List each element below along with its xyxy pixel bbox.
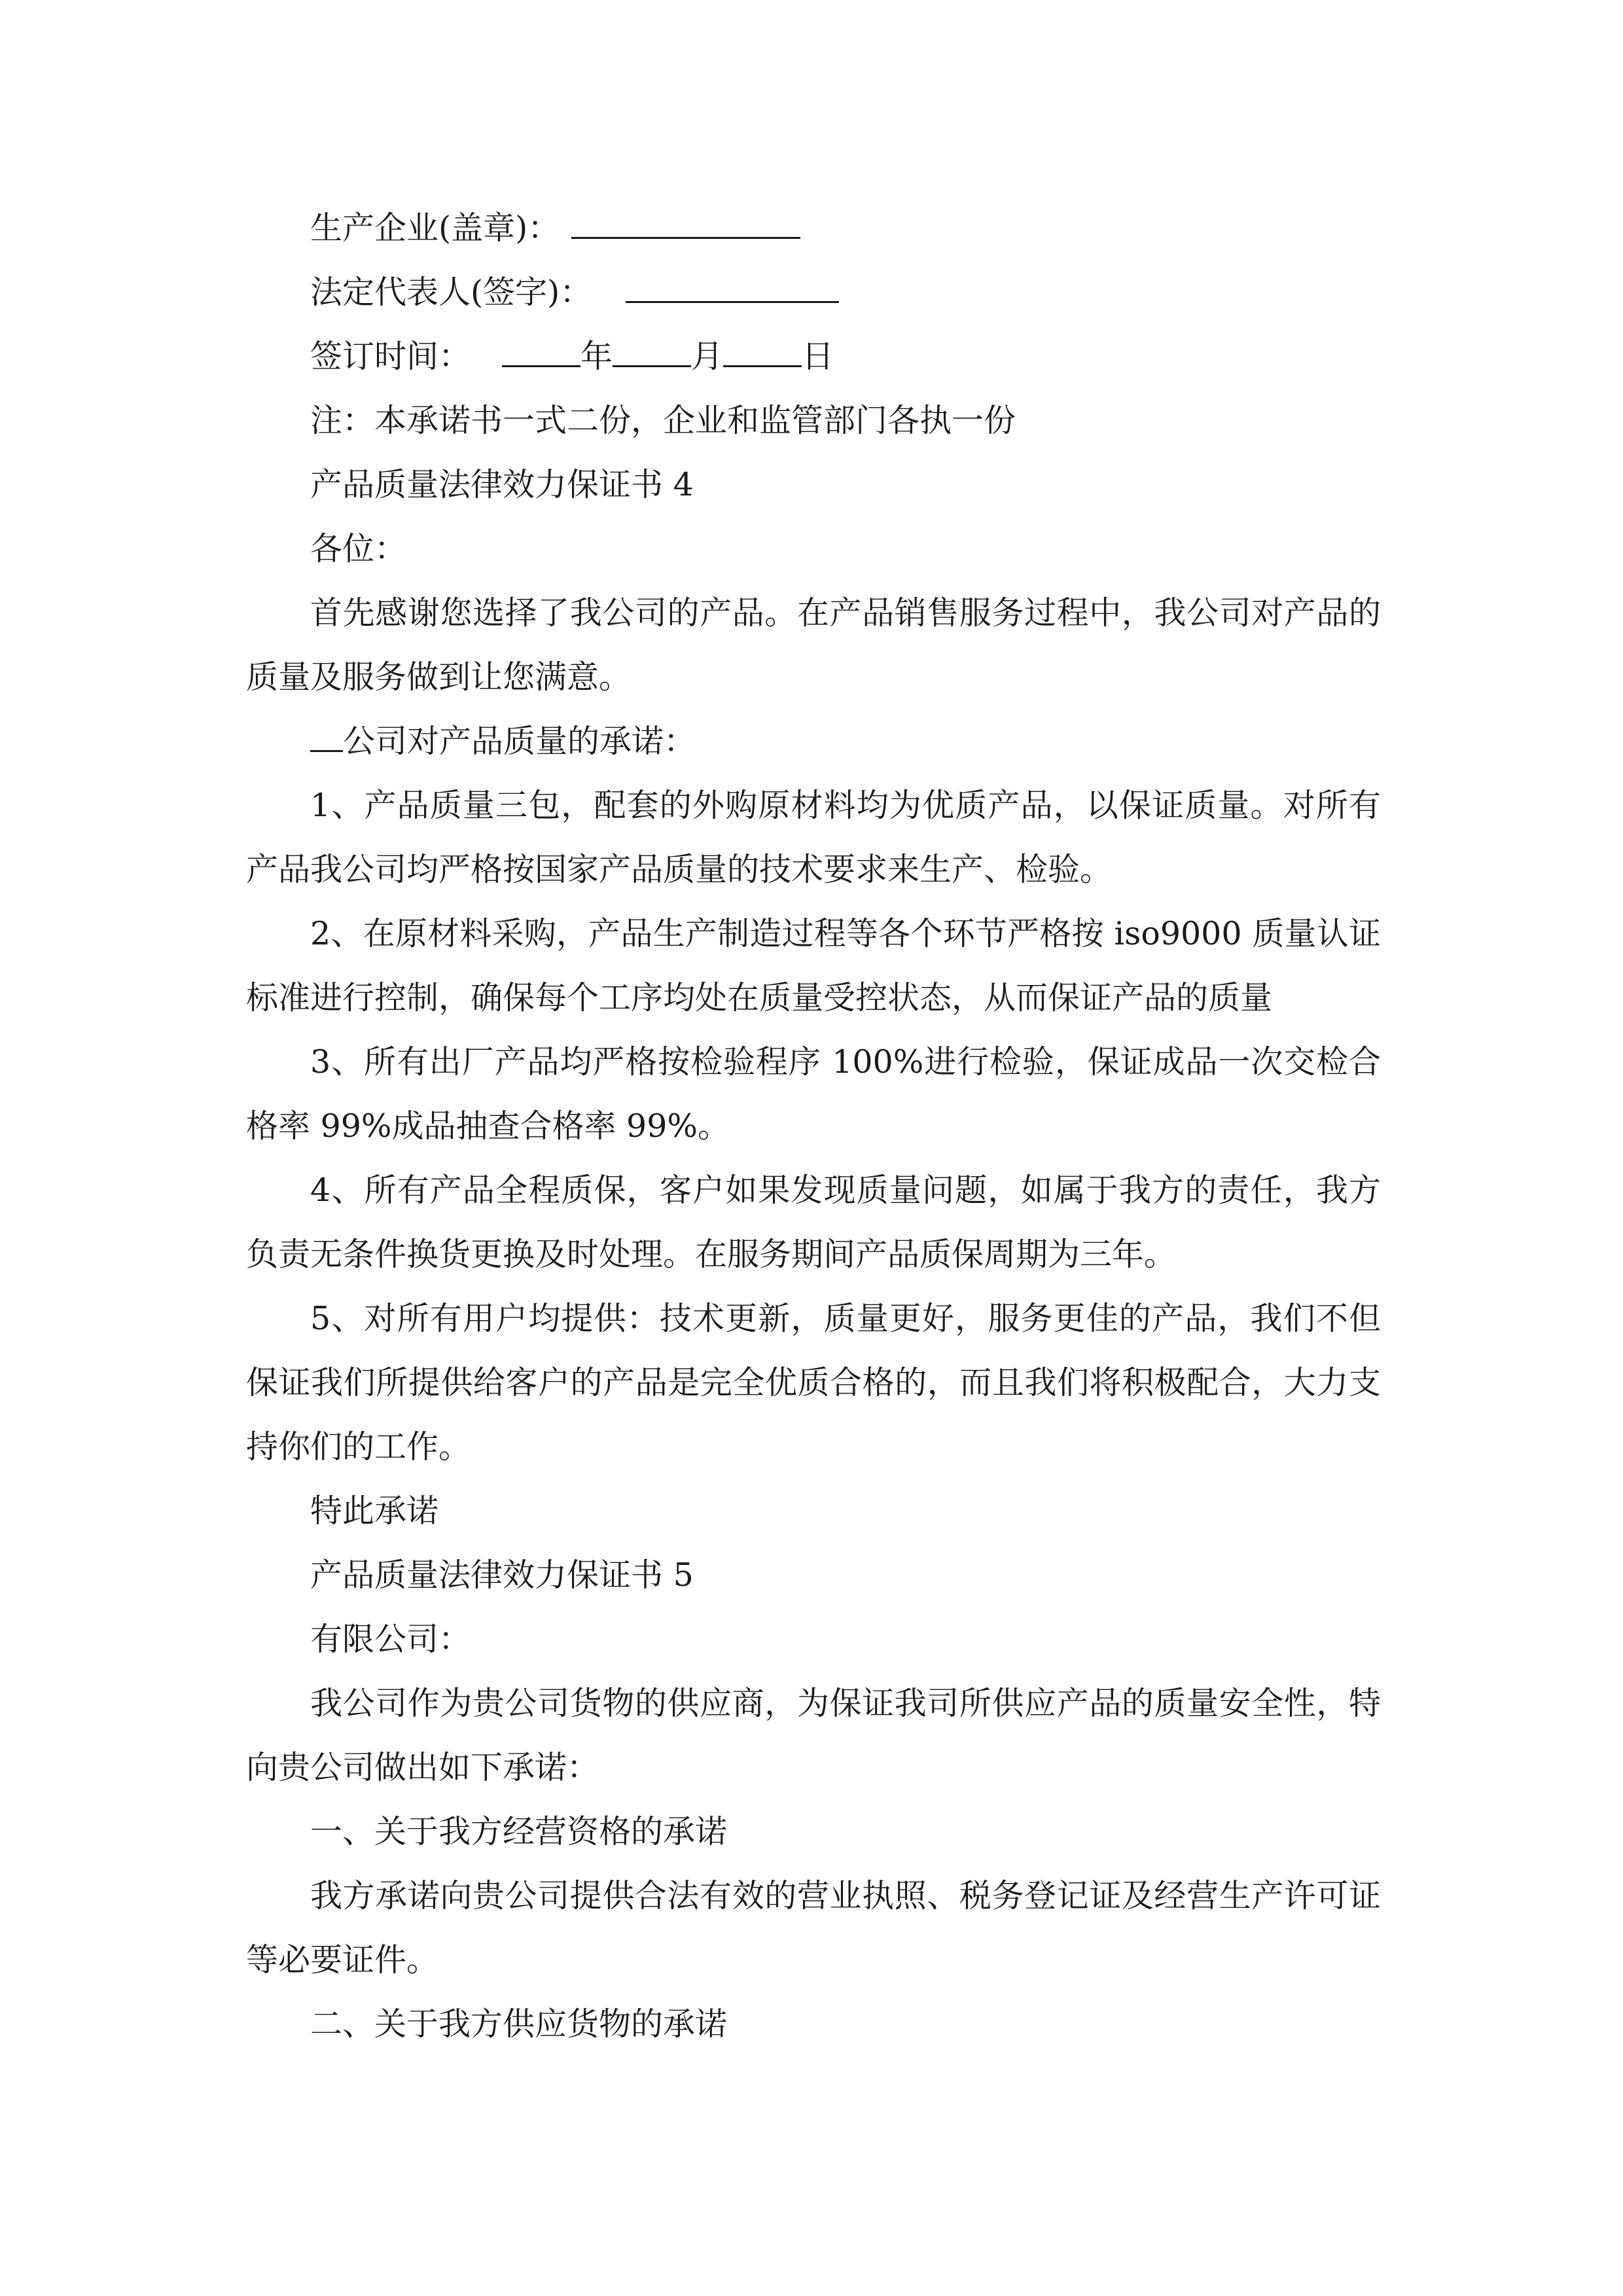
sign-date-label: 签订时间： bbox=[310, 338, 471, 375]
doc4-item-4: 4、所有产品全程质保，客户如果发现质量问题，如属于我方的责任，我方负责无条件换货更换及时处理。在服务期间产品质保周期为三年。 bbox=[246, 1172, 1381, 1273]
doc4-item-1: 1、产品质量三包，配套的外购原材料均为优质产品，以保证质量。对所有产品我公司均严格按国家产品质量的技术要求来生产、检验。 bbox=[246, 787, 1381, 888]
doc5-section1-heading: 一、关于我方经营资格的承诺 bbox=[310, 1813, 728, 1850]
doc5-section1-body: 我方承诺向贵公司提供合法有效的营业执照、税务登记证及经营生产许可证等必要证件。 bbox=[246, 1877, 1381, 1979]
legal-rep-label: 法定代表人(签字)： bbox=[310, 274, 592, 311]
enterprise-blank bbox=[571, 211, 800, 239]
document-body bbox=[246, 196, 1381, 2056]
copies-note: 注：本承诺书一式二份，企业和监管部门各执一份 bbox=[310, 402, 1016, 439]
doc5-title: 产品质量法律效力保证书 5 bbox=[310, 1556, 694, 1594]
doc4-commit-heading bbox=[246, 709, 1381, 774]
doc4-item-5: 5、对所有用户均提供：技术更新，质量更好，服务更佳的产品，我们不但保证我们所提供给客户的产品是完全优质合格的，而且我们将积极配合，大力支持你们的工作。 bbox=[246, 1300, 1381, 1465]
doc5-intro: 我公司作为贵公司货物的供应商，为保证我司所供应产品的质量安全性，特向贵公司做出如下承诺： bbox=[246, 1685, 1381, 1786]
doc4-intro: 首先感谢您选择了我公司的产品。在产品销售服务过程中，我公司对产品的质量及服务做到让您满意。 bbox=[246, 594, 1381, 696]
day-label: 日 bbox=[802, 338, 834, 375]
company-name-blank bbox=[310, 724, 343, 752]
day-blank bbox=[723, 339, 802, 367]
legal-rep-blank bbox=[626, 275, 839, 303]
doc4-item-2: 2、在原材料采购，产品生产制造过程等各个环节严格按 iso9000 质量认证标准进行控制，确保每个工序均处在质量受控状态，从而保证产品的质量 bbox=[246, 915, 1381, 1016]
doc4-salutation: 各位： bbox=[310, 530, 407, 567]
month-label: 月 bbox=[691, 338, 724, 375]
doc4-commit-heading-text: 公司对产品质量的承诺： bbox=[343, 723, 696, 760]
sign-date-line bbox=[246, 325, 1381, 389]
doc5-salutation: 有限公司： bbox=[310, 1621, 471, 1658]
doc4-closing: 特此承诺 bbox=[310, 1492, 439, 1530]
year-label: 年 bbox=[580, 338, 613, 375]
legal-rep-line bbox=[246, 260, 1381, 325]
month-blank bbox=[613, 339, 691, 367]
enterprise-seal-line bbox=[246, 196, 1381, 260]
year-blank bbox=[502, 339, 580, 367]
doc4-item-3: 3、所有出厂产品均严格按检验程序 100%进行检验，保证成品一次交检合格率 99%成品抽查合格率 99%。 bbox=[246, 1043, 1381, 1145]
doc5-section2-heading: 二、关于我方供应货物的承诺 bbox=[310, 2005, 728, 2043]
doc4-title: 产品质量法律效力保证书 4 bbox=[310, 466, 694, 503]
enterprise-label: 生产企业(盖章)： bbox=[310, 209, 560, 247]
